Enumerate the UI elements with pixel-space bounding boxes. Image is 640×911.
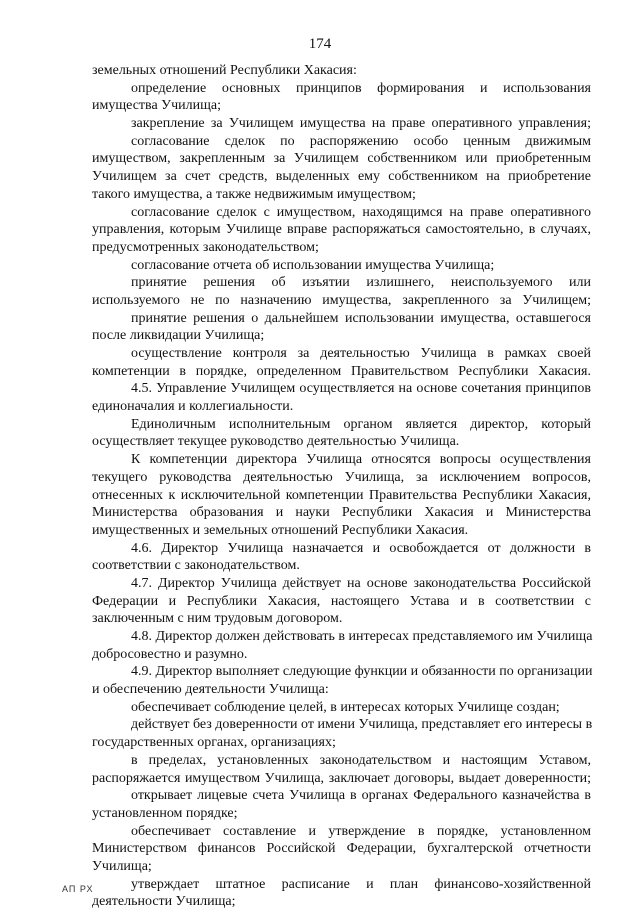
text-line: в пределах, установленных законодательством и настоящим Уставом, — [131, 752, 591, 768]
text-line: обеспечивает составление и утверждение в порядке, установленном — [131, 823, 591, 839]
text-line: обеспечивает соблюдение целей, в интересах которых Училище создан; — [131, 699, 560, 715]
text-line: компетенции в порядке, определенном Правительством Республики Хакасия. — [92, 363, 591, 379]
text-line: принятие решения об изъятии излишнего, неиспользуемого или — [131, 275, 591, 291]
text-line: согласование сделок по распоряжению особо ценным движимым — [131, 133, 591, 149]
text-line: осуществляет текущее руководство деятельностью Училища. — [92, 434, 460, 450]
text-line: используемого не по назначению имущества, закрепленного за Училищем; — [92, 292, 591, 308]
text-line: установленном порядке; — [92, 805, 238, 821]
text-line: согласование отчета об использовании имущества Училища; — [131, 257, 495, 273]
text-line: согласование сделок с имуществом, находящимся на праве оперативного — [131, 204, 591, 220]
text-line: Федерации и Республики Хакасия, настоящего Устава и в соответствии с — [92, 593, 591, 609]
text-line: закрепление за Училищем имущества на праве оперативного управления; — [131, 116, 591, 132]
text-line: единоначалия и коллегиальности. — [92, 399, 294, 415]
text-line: 4.7. Директор Училища действует на основе законодательства Российской — [131, 575, 591, 591]
text-line: 4.8. Директор должен действовать в интересах представляемого им Училища — [131, 629, 593, 644]
text-line: текущего руководства деятельностью Училища, за исключением вопросов, — [92, 469, 591, 485]
text-line: 4.9. Директор выполняет следующие функции и обязанности по организации — [131, 664, 593, 680]
text-line: заключенным с ним трудовым договором. — [92, 611, 343, 627]
text-line: осуществление контроля за деятельностью Училища в рамках своей — [131, 346, 591, 361]
text-line: добросовестно и разумно. — [92, 646, 248, 662]
text-line: имуществом, закрепленным за Училищем собственником или приобретенным — [92, 151, 591, 167]
footer-mark: АП РХ — [62, 884, 94, 894]
text-line: Единоличным исполнительным органом является директор, который — [131, 416, 591, 432]
text-line: и обеспечению деятельности Училища: — [92, 682, 329, 698]
text-line: соответствии с законодательством. — [92, 558, 300, 574]
text-line: управления, которым Училище вправе распоряжаться самостоятельно, в случаях, — [92, 222, 591, 238]
text-line: определение основных принципов формирования и использования — [131, 80, 591, 96]
text-line: государственных органах, организациях; — [92, 735, 336, 751]
document-body — [92, 62, 591, 911]
text-line: 4.6. Директор Училища назначается и освобождается от должности в — [131, 540, 591, 556]
text-line: деятельности Училища; — [92, 894, 236, 910]
text-line: принятие решения о дальнейшем использовании имущества, оставшегося — [131, 310, 591, 326]
text-line: Министерства образования и науки Республики Хакасия и Министерства — [92, 505, 591, 521]
text-line: предусмотренных законодательством; — [92, 239, 319, 255]
text-line: отнесенных к исключительной компетенции Правительства Республики Хакасия, — [92, 487, 591, 503]
text-line: К компетенции директора Училища относятся вопросы осуществления — [131, 452, 591, 468]
text-line: земельных отношений Республики Хакасия: — [92, 63, 357, 78]
text-line: имущества Училища; — [92, 98, 221, 114]
text-line: такого имущества, а также недвижимым имуществом; — [92, 186, 416, 202]
text-line: открывает лицевые счета Училища в органах Федерального казначейства в — [131, 788, 591, 804]
text-line: Училищем за счет средств, выделенных ему собственником на приобретение — [92, 169, 591, 185]
text-line: Министерством финансов Российской Федерации, бухгалтерской отчетности — [92, 841, 591, 857]
text-line: после ликвидации Училища; — [92, 328, 265, 344]
text-line: действует без доверенности от имени Училища, представляет его интересы в — [131, 717, 593, 733]
text-line: утверждает штатное расписание и план финансово-хозяйственной — [131, 876, 591, 892]
text-line: распоряжается имуществом Училища, заключает договоры, выдает доверенности; — [92, 770, 591, 786]
text-line: имущественных и земельных отношений Республики Хакасия. — [92, 522, 469, 538]
text-line: 4.5. Управление Училищем осуществляется на основе сочетания принципов — [131, 381, 591, 397]
text-line: Училища; — [92, 858, 152, 874]
page-number: 174 — [308, 36, 332, 52]
